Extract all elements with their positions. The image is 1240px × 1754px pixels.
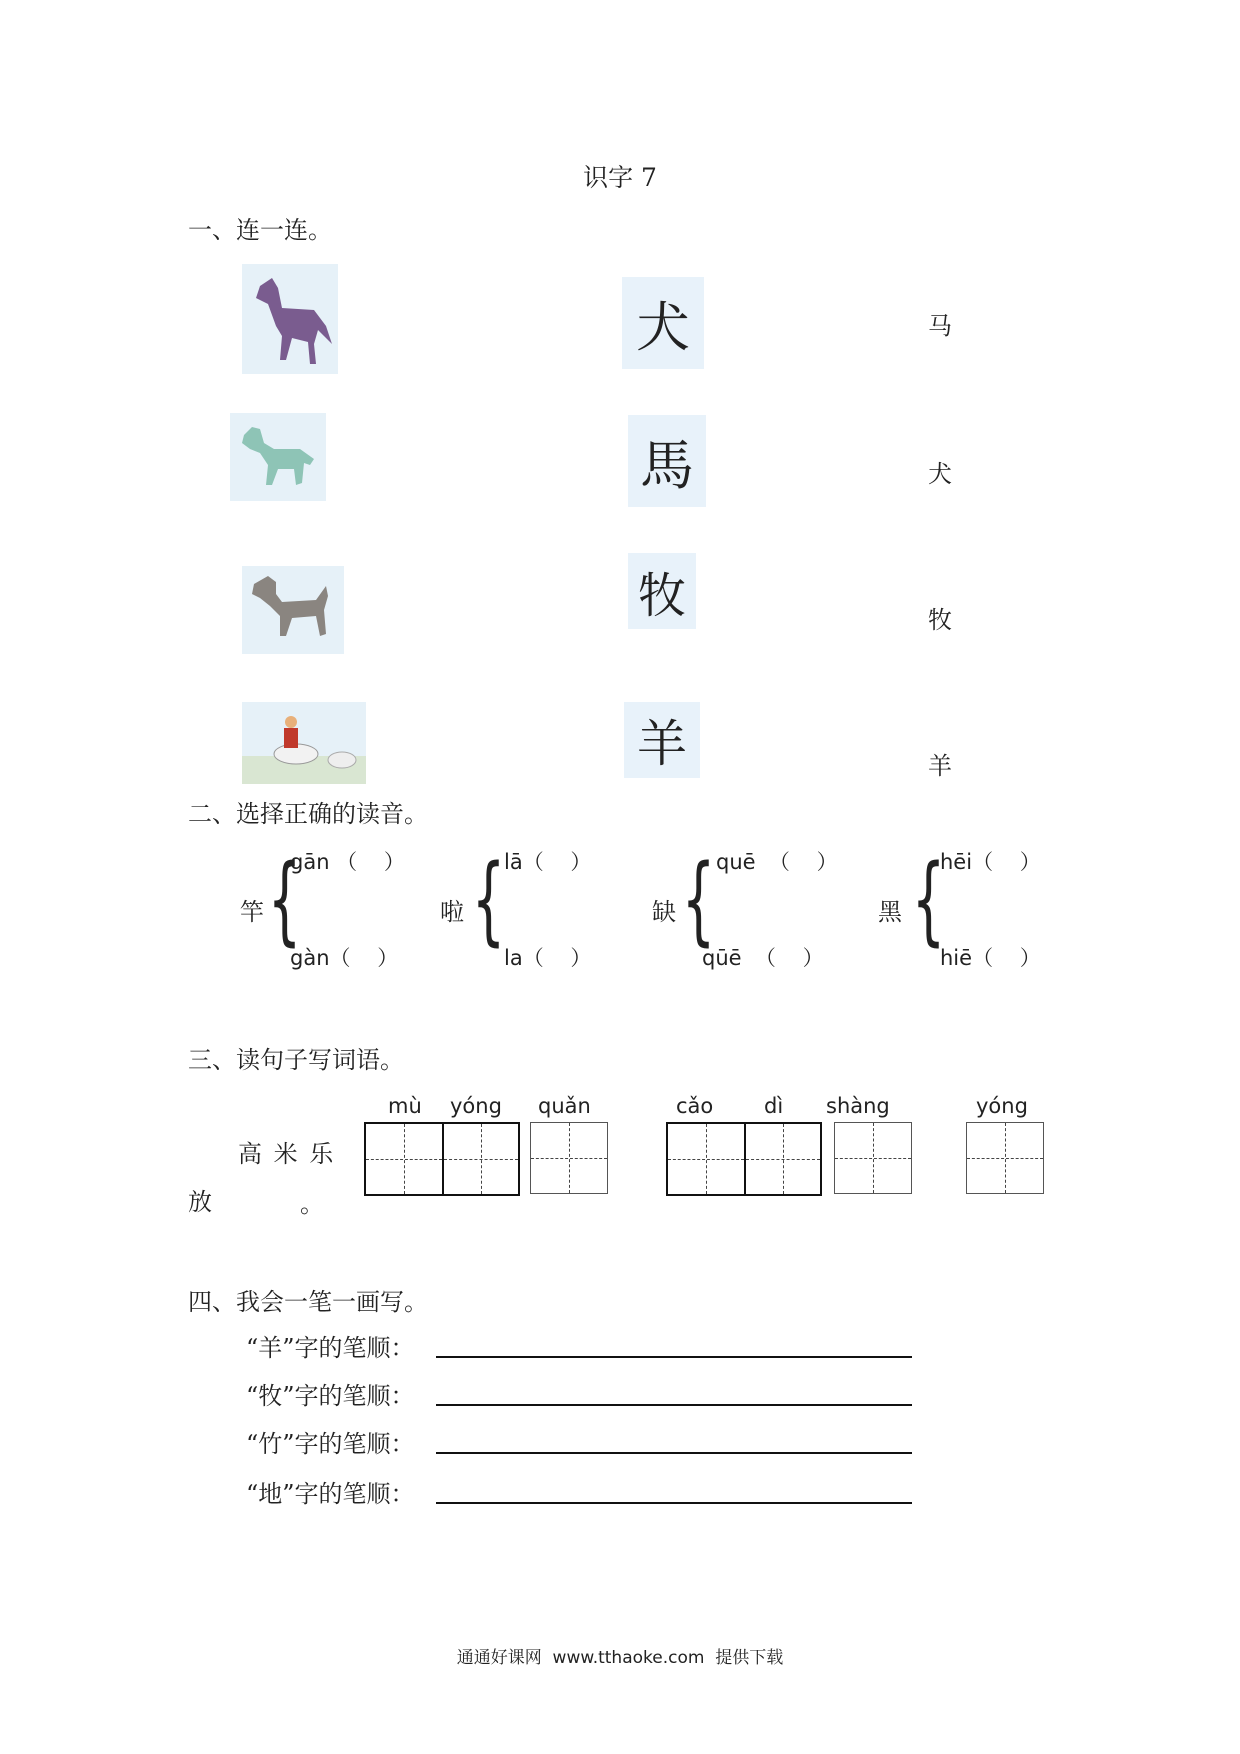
pinyin-option-top: gān （ ） (290, 850, 405, 874)
pinyin-label: quǎn (538, 1094, 591, 1118)
horse-picture (242, 264, 338, 374)
writing-grid-quan[interactable] (530, 1122, 608, 1194)
brace-icon: { (267, 844, 302, 956)
pinyin-label: shàng (826, 1094, 890, 1118)
stroke-order-label: “竹”字的笔顺： (246, 1430, 415, 1458)
brace-icon: { (911, 844, 946, 956)
pinyin-option-bottom: qūē （ ） (702, 946, 824, 970)
pinyin-option-bottom: la（ ） (504, 946, 592, 970)
pinyin-label: dì (764, 1094, 784, 1118)
answer-char-yang: 羊 (928, 752, 952, 780)
pinyin-option-bottom: gàn（ ） (290, 946, 399, 970)
pinyin-label: cǎo (676, 1094, 714, 1118)
stroke-order-answer-line[interactable] (436, 1356, 912, 1358)
answer-char-ma: 马 (928, 312, 952, 340)
pinyin-option-top: quē （ ） (716, 850, 838, 874)
writing-grid-yang[interactable] (966, 1122, 1044, 1194)
ancient-char-quan: 犬 (622, 277, 704, 369)
brace-icon: { (681, 844, 716, 956)
writing-grid-cao-di[interactable] (666, 1122, 822, 1196)
section4-heading: 四、我会一笔一画写。 (188, 1288, 428, 1316)
ancient-char-mu: 牧 (628, 553, 696, 629)
stroke-order-answer-line[interactable] (436, 1404, 912, 1406)
sentence-text: 高 米 乐 (238, 1140, 336, 1168)
pinyin-group-char: 竿 (240, 898, 264, 926)
answer-char-quan: 犬 (928, 460, 952, 488)
writing-grid-shang[interactable] (834, 1122, 912, 1194)
section3-heading: 三、读句子写词语。 (188, 1046, 404, 1074)
sentence-period: 。 (300, 1190, 324, 1218)
stroke-order-label: “牧”字的笔顺： (246, 1382, 415, 1410)
brace-icon: { (471, 844, 506, 956)
pinyin-label: yóng (450, 1094, 502, 1118)
pinyin-option-top: hēi（ ） (940, 850, 1041, 874)
pinyin-option-top: lā（ ） (504, 850, 592, 874)
footer-source: 通通好课网 www.tthaoke.com 提供下载 (456, 1648, 784, 1668)
page-title: 识字 7 (583, 163, 657, 192)
ancient-char-ma: 馬 (628, 415, 706, 507)
stroke-order-label: “羊”字的笔顺： (246, 1334, 415, 1362)
pinyin-option-bottom: hiē（ ） (940, 946, 1041, 970)
answer-char-mu: 牧 (928, 606, 952, 634)
section2-heading: 二、选择正确的读音。 (188, 800, 428, 828)
stroke-order-answer-line[interactable] (436, 1452, 912, 1454)
section1-heading: 一、连一连。 (188, 216, 332, 244)
herding-picture (242, 702, 366, 784)
sentence-text-line2: 放 (188, 1188, 212, 1216)
pinyin-label: yóng (976, 1094, 1028, 1118)
pinyin-label: mù (388, 1094, 422, 1118)
writing-grid-mu-yang[interactable] (364, 1122, 520, 1196)
dog-picture (242, 566, 344, 654)
pinyin-group-char: 啦 (440, 898, 464, 926)
pinyin-group-char: 缺 (652, 898, 676, 926)
goat-picture (230, 413, 326, 501)
ancient-char-yang: 羊 (624, 702, 700, 778)
stroke-order-answer-line[interactable] (436, 1502, 912, 1504)
pinyin-group-char: 黑 (878, 898, 902, 926)
stroke-order-label: “地”字的笔顺： (246, 1480, 415, 1508)
